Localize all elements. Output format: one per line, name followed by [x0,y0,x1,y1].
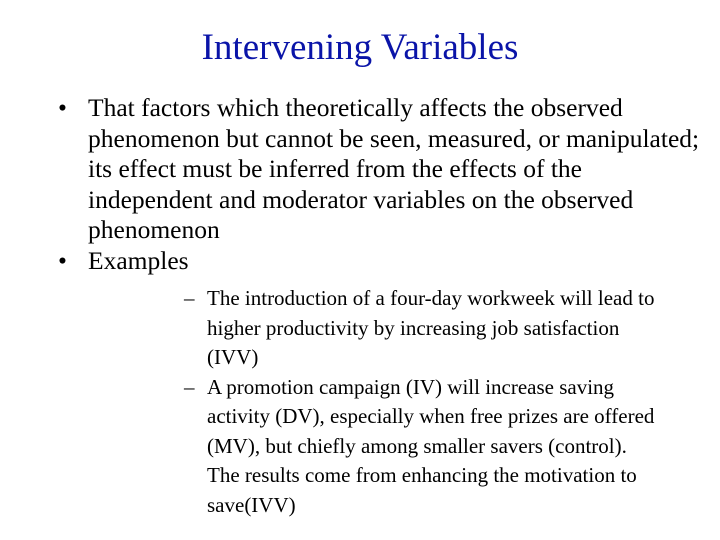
bullet-text: That factors which theoretically affects the observed phenomenon but cannot be seen, measured, or manipulated; its effect must be inferred from the effects of the independent and moderator variables on the observed phenomenon [88,93,700,244]
sub-bullet-item-workweek [88,284,700,373]
dash-marker: – [184,286,195,310]
bullet-marker: • [58,245,67,275]
sub-bullet-text: A promotion campaign (IV) will increase saving activity (DV), especially when free prizes are offered (MV), but chiefly among smaller savers (control). The results come from enhancing the motivation to save(IVV) [207,374,655,517]
sub-bullet-item-promotion [88,373,700,521]
slide-title: Intervening Variables [201,27,519,68]
sub-bullet-text: The introduction of a four-day workweek will lead to higher productivity by increasing job satisfaction (IVV) [207,286,655,369]
sub-bullet-list [88,284,700,520]
bullet-list [0,93,720,520]
bullet-marker: • [58,93,67,122]
bullet-item-examples [0,246,720,521]
bullet-text: Examples [88,245,189,275]
bullet-item-definition [0,93,720,246]
dash-marker: – [184,374,195,399]
